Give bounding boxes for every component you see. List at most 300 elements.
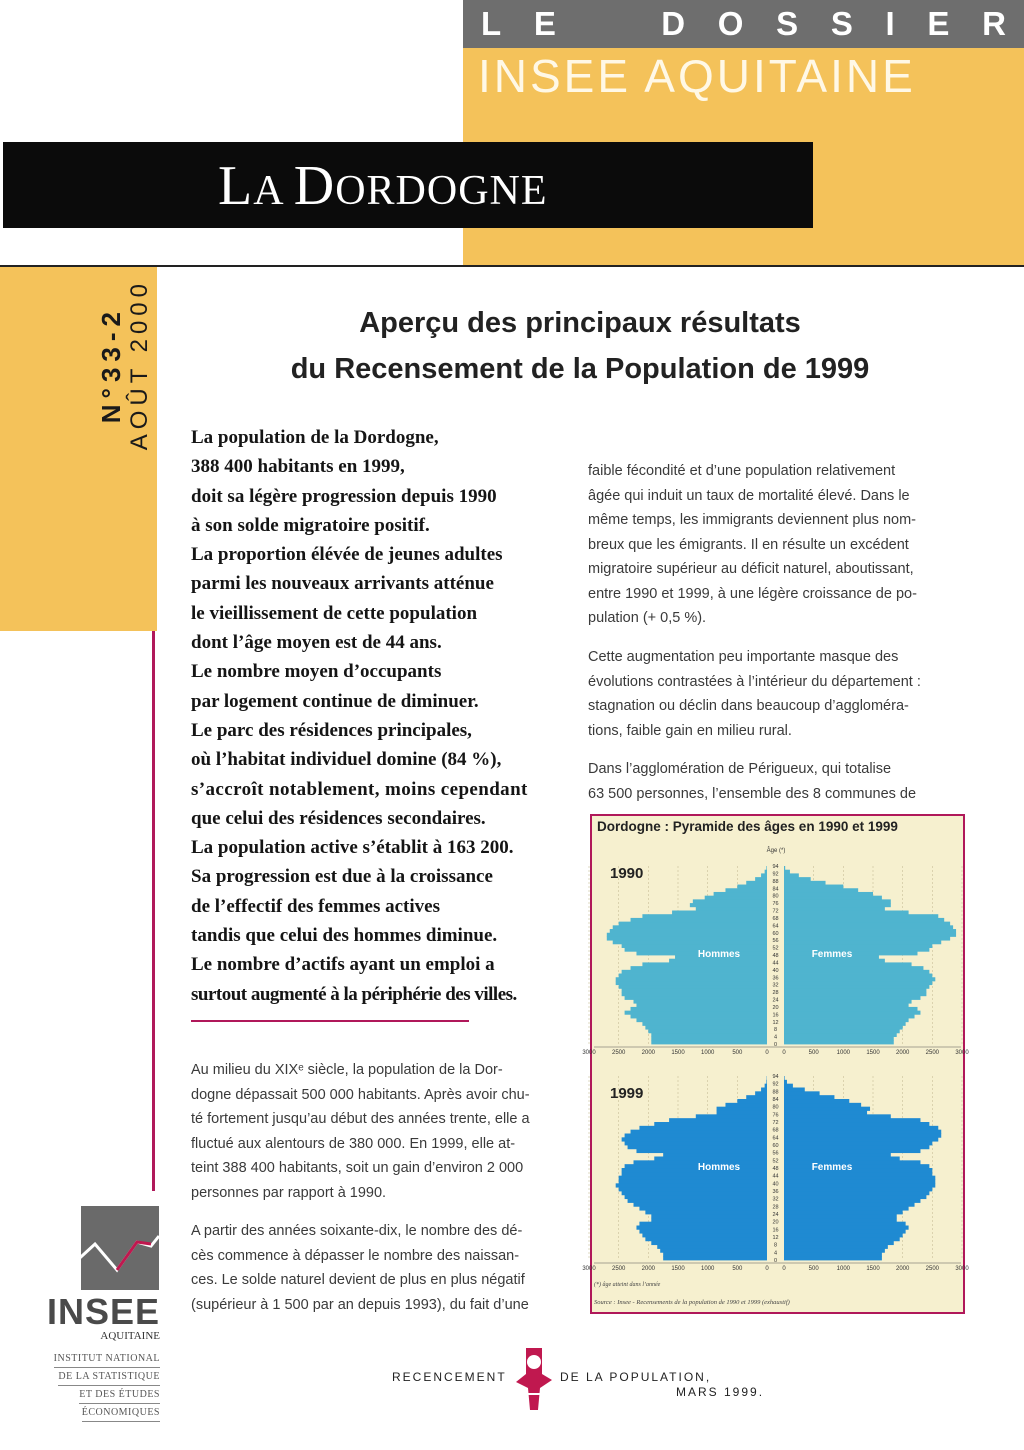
pyramid-bar-women xyxy=(784,907,885,911)
pyramid-bar-women xyxy=(784,1076,785,1080)
pyramid-bar-women xyxy=(784,981,932,985)
series-letter: E xyxy=(533,5,556,42)
pyramid-bar-men xyxy=(642,1022,767,1026)
paragraph-line: évolutions contrastées à l’intérieur du département : xyxy=(588,673,921,690)
pyramid-bar-men xyxy=(746,881,767,885)
pyramid-bar-women xyxy=(784,985,929,989)
pyramid-bar-men xyxy=(619,974,767,978)
pyramid-bar-women xyxy=(784,1183,935,1187)
pyramid-bar-women xyxy=(784,1025,903,1029)
pyramid-bar-men xyxy=(705,896,767,900)
pyramid-bar-women xyxy=(784,1226,909,1230)
pyramid-bar-men xyxy=(761,1088,767,1092)
pyramid-bar-men xyxy=(636,1018,767,1022)
paragraph-line: stagnation ou déclin dans beaucoup d’aggloméra- xyxy=(588,698,909,714)
pyramid-bar-men xyxy=(631,1014,767,1018)
pyramid-bar-men xyxy=(622,970,767,974)
x-tick-label: 0 xyxy=(782,1050,786,1056)
pyramid-bar-women xyxy=(784,966,923,970)
paragraph-contrasts xyxy=(588,645,966,743)
pyramid-bar-men xyxy=(636,1003,767,1007)
pyramid-bar-men xyxy=(639,1126,767,1130)
paragraph-line: A partir des années soixante-dix, le nombre des dé- xyxy=(191,1223,523,1239)
paragraph-line: même temps, les immigrants deviennent plus nom- xyxy=(588,512,916,528)
pyramid-bar-women xyxy=(784,970,929,974)
pyramid-bar-men xyxy=(765,870,767,874)
pyramid-bar-women xyxy=(784,929,956,933)
pyramid-bar-women xyxy=(784,974,932,978)
pyramid-bar-men xyxy=(619,1180,767,1184)
paragraph-line: fluctué aux alentours de 380 000. En 1999, elle at- xyxy=(191,1135,516,1152)
series-letter: I xyxy=(885,5,895,42)
pyramid-bar-women xyxy=(784,1111,867,1115)
pyramid-bar-women xyxy=(784,896,882,900)
x-tick-label: 2000 xyxy=(641,1266,656,1272)
pyramid-bar-men xyxy=(622,944,767,948)
series-letter: S xyxy=(776,5,799,42)
pyramid-bar-women xyxy=(784,1088,805,1092)
paragraph-line: pulation (+ 0,5 %). xyxy=(588,610,707,626)
age-tick-label: 12 xyxy=(772,1235,779,1241)
pyramid-bar-men xyxy=(737,1099,767,1103)
pyramid-bar-women xyxy=(784,1241,894,1245)
age-tick-label: 60 xyxy=(772,930,779,937)
pyramid-bar-women xyxy=(784,911,909,915)
insee-logo-mark xyxy=(81,1206,159,1290)
pyramid-bar-men xyxy=(634,1203,768,1207)
age-tick-label: 68 xyxy=(772,1127,779,1134)
pyramid-bar-women xyxy=(784,1122,929,1126)
pyramid-bar-men xyxy=(639,1229,767,1233)
pyramid-bar-men xyxy=(663,1153,767,1157)
chart-title: Dordogne : Pyramide des âges en 1990 et 1999 xyxy=(597,819,898,834)
pyramid-bar-women xyxy=(784,1003,909,1007)
summary-line: s’accroît notablement, moins cependant xyxy=(191,778,528,800)
pyramid-bar-women xyxy=(784,1007,918,1011)
pyramid-bar-women xyxy=(784,1176,935,1180)
paragraph-line: breux que les émigrants. Il en résulte un excédent xyxy=(588,536,909,553)
age-tick-label: 4 xyxy=(773,1250,778,1257)
pyramid-bar-women xyxy=(784,1210,903,1214)
pyramid-bar-women xyxy=(784,1180,935,1184)
pyramid-bar-women xyxy=(784,1153,891,1157)
x-tick-label: 0 xyxy=(782,1266,786,1272)
age-tick-label: 92 xyxy=(772,871,779,878)
pyramid-bar-women xyxy=(784,903,891,907)
chart-footnote: (*) âge atteint dans l’année xyxy=(594,1282,661,1288)
pyramid-bar-women xyxy=(784,1252,882,1256)
pyramid-bar-women xyxy=(784,1018,909,1022)
summary-line: le vieillissement de cette population xyxy=(191,602,478,624)
men-label: Hommes xyxy=(697,1162,741,1173)
summary-line: par logement continue de diminuer. xyxy=(191,690,479,712)
pyramid-bar-men xyxy=(613,925,767,929)
women-label: Femmes xyxy=(811,949,853,960)
age-tick-label: 76 xyxy=(772,1112,779,1119)
pyramid-bar-women xyxy=(784,1141,932,1145)
x-tick-label: 3000 xyxy=(955,1266,969,1272)
side-magenta-rule xyxy=(152,631,155,1191)
page-title xyxy=(218,150,548,222)
summary-line: à son solde migratoire positif. xyxy=(191,514,430,536)
age-tick-label: 8 xyxy=(773,1242,778,1249)
logo-insee-text: INSEE xyxy=(46,1291,160,1332)
pyramid-bar-men xyxy=(628,1145,767,1149)
age-tick-label: 48 xyxy=(772,953,779,959)
pyramid-bar-women xyxy=(784,1084,793,1088)
age-tick-label: 24 xyxy=(772,1212,779,1218)
pyramid-bar-women xyxy=(784,1011,920,1015)
pyramid-bar-women xyxy=(784,940,941,944)
paragraph-line: Au milieu du XIXᵉ siècle, la population de la Dor- xyxy=(191,1062,503,1078)
x-tick-label: 3000 xyxy=(582,1266,596,1272)
age-tick-label: 32 xyxy=(772,1196,779,1203)
x-tick-label: 2500 xyxy=(925,1050,940,1056)
pyramid-bar-women xyxy=(784,1172,932,1176)
pyramid-bar-women xyxy=(784,962,912,966)
paragraph-line: dogne dépassait 500 000 habitants. Après avoir chu- xyxy=(191,1086,530,1103)
x-tick-label: 500 xyxy=(732,1050,743,1056)
pyramid-bar-men xyxy=(636,1226,767,1230)
pyramid-year-label: 1999 xyxy=(610,1085,644,1102)
pyramid-bar-men xyxy=(654,1157,767,1161)
publisher-name: INSEE AQUITAINE xyxy=(478,50,916,102)
summary-line: tandis que celui des hommes diminue. xyxy=(191,925,498,947)
pyramid-bar-women xyxy=(784,1218,897,1222)
series-letter: L xyxy=(481,5,502,42)
pyramid-bar-men xyxy=(663,1256,767,1260)
pyramid-bar-women xyxy=(784,1080,787,1084)
age-tick-label: 40 xyxy=(772,1181,779,1188)
pyramid-bar-women xyxy=(784,1214,897,1218)
pyramid-bar-men xyxy=(651,1218,767,1222)
pyramid-bar-women xyxy=(784,885,843,889)
summary-line: dont l’âge moyen est de 44 ans. xyxy=(191,632,442,654)
pyramid-bar-women xyxy=(784,892,873,896)
paragraph-line: ces. Le solde naturel devient de plus en plus négatif xyxy=(191,1272,525,1288)
pyramid-bar-men xyxy=(628,1199,767,1203)
summary-line: surtout augmenté à la périphérie des villes. xyxy=(191,983,517,1005)
age-tick-label: 72 xyxy=(772,1120,779,1126)
paragraph-natural-balance xyxy=(191,1219,571,1317)
summary-line: Le nombre d’actifs ayant un emploi a xyxy=(191,954,495,976)
x-tick-label: 0 xyxy=(765,1050,769,1056)
age-tick-label: 0 xyxy=(773,1258,778,1264)
pyramid-bar-men xyxy=(622,1137,767,1141)
pyramid-bar-men xyxy=(639,1222,767,1226)
pyramid-bar-men xyxy=(607,936,767,940)
pyramid-bar-men xyxy=(631,918,767,922)
x-tick-label: 1500 xyxy=(866,1266,880,1272)
age-tick-label: 44 xyxy=(772,960,779,967)
age-tick-label: 48 xyxy=(772,1166,779,1172)
age-tick-label: 24 xyxy=(772,997,779,1004)
pyramid-bar-women xyxy=(784,1187,932,1191)
pyramid-bar-men xyxy=(616,1183,767,1187)
summary-line: Le parc des résidences principales, xyxy=(191,719,472,741)
pyramid-bar-men xyxy=(648,1029,767,1033)
pyramid-bar-women xyxy=(784,873,799,877)
footer-census-right-1: DE LA POPULATION, xyxy=(560,1370,712,1384)
series-letter: O xyxy=(717,5,744,42)
pyramid-bar-women xyxy=(784,1199,920,1203)
pyramid-bar-women xyxy=(784,1099,849,1103)
summary-line: 388 400 habitants en 1999, xyxy=(191,456,405,478)
logo-institute-line: INSTITUT NATIONAL xyxy=(54,1350,160,1368)
pyramid-bar-women xyxy=(784,996,920,1000)
pyramid-bar-men xyxy=(622,988,767,992)
age-tick-label: 92 xyxy=(772,1081,779,1088)
pyramid-bar-men xyxy=(625,1141,767,1145)
pyramid-bar-women xyxy=(784,1203,915,1207)
age-tick-label: 52 xyxy=(772,945,779,952)
pyramid-bar-women xyxy=(784,1091,820,1095)
age-tick-label: 84 xyxy=(772,1097,779,1103)
pyramid-bar-women xyxy=(784,944,932,948)
title-cap: L xyxy=(218,155,254,217)
pyramid-bar-women xyxy=(784,948,929,952)
pyramid-bar-men xyxy=(669,1118,767,1122)
pyramid-bar-women xyxy=(784,1137,938,1141)
summary-line: Sa progression est due à la croissance xyxy=(191,866,493,888)
x-tick-label: 1000 xyxy=(836,1266,851,1272)
summary-line: doit sa légère progression depuis 1990 xyxy=(191,485,497,507)
age-axis-title: Âge (*) xyxy=(766,848,786,854)
pyramid-bar-men xyxy=(645,1237,767,1241)
logo-institute-line: ET DES ÉTUDES xyxy=(79,1386,160,1404)
age-tick-label: 84 xyxy=(772,886,779,893)
age-tick-label: 28 xyxy=(772,1204,779,1211)
pyramid-bar-men xyxy=(625,948,767,952)
age-tick-label: 8 xyxy=(773,1027,778,1034)
pyramid-bar-men xyxy=(619,922,767,926)
x-tick-label: 1500 xyxy=(866,1050,880,1056)
pyramid-bar-women xyxy=(784,1233,903,1237)
pyramid-bar-women xyxy=(784,988,926,992)
pyramid-bar-men xyxy=(642,914,767,918)
pyramid-bar-women xyxy=(784,1149,920,1153)
age-tick-label: 20 xyxy=(772,1004,779,1011)
x-tick-label: 3000 xyxy=(955,1050,969,1056)
series-letter: S xyxy=(830,5,853,42)
pyramid-bar-men xyxy=(634,1000,768,1004)
paragraph-migration xyxy=(588,459,966,631)
pyramid-bar-women xyxy=(784,922,950,926)
pyramid-bar-men xyxy=(766,1080,767,1084)
age-tick-label: 44 xyxy=(772,1173,779,1180)
x-tick-label: 500 xyxy=(808,1050,819,1056)
pyramid-bar-women xyxy=(784,1033,897,1037)
pyramid-bar-men xyxy=(696,907,767,911)
issue-number: N°33-2 xyxy=(95,306,126,424)
pyramid-bar-women xyxy=(784,992,926,996)
paragraph-history xyxy=(191,1058,571,1205)
paragraph-line: té fortement jusqu’au début des années trente, elle a xyxy=(191,1111,530,1127)
x-tick-label: 2000 xyxy=(895,1050,910,1056)
pyramid-bar-men xyxy=(651,1241,767,1245)
pyramid-bar-men xyxy=(717,1107,767,1111)
pyramid-bar-men xyxy=(651,1214,767,1218)
title-cap: D xyxy=(293,155,336,217)
pyramid-bar-men xyxy=(619,985,767,989)
paragraph-line: personnes par rapport à 1990. xyxy=(191,1184,387,1201)
pyramid-bar-women xyxy=(784,1000,912,1004)
pyramid-bar-women xyxy=(784,1206,909,1210)
pyramid-bar-women xyxy=(784,933,956,937)
paragraph-line: Cette augmentation peu importante masque des xyxy=(588,649,899,665)
age-tick-label: 36 xyxy=(772,975,779,982)
x-tick-label: 500 xyxy=(808,1266,819,1272)
summary-line: où l’habitat individuel domine (84 %), xyxy=(191,749,502,771)
pyramid-bar-men xyxy=(631,1007,767,1011)
x-tick-label: 2000 xyxy=(895,1266,910,1272)
pyramid-bar-women xyxy=(784,925,953,929)
pyramid-bar-women xyxy=(784,1130,941,1134)
age-tick-label: 94 xyxy=(772,864,779,870)
pyramid-bar-men xyxy=(761,873,767,877)
pyramid-bar-men xyxy=(660,1249,767,1253)
summary-line: parmi les nouveaux arrivants atténue xyxy=(191,573,494,595)
x-tick-label: 1000 xyxy=(700,1266,715,1272)
pyramid-bar-women xyxy=(784,888,858,892)
pyramid-bar-men xyxy=(631,966,767,970)
x-tick-label: 2500 xyxy=(611,1266,626,1272)
pyramid-bar-women xyxy=(784,1029,900,1033)
title-smallcaps: ORDOGNE xyxy=(335,168,548,214)
age-tick-label: 72 xyxy=(772,908,779,915)
pyramid-bar-women xyxy=(784,1040,894,1044)
pyramid-bar-women xyxy=(784,1095,834,1099)
summary-line: La proportion élévée de jeunes adultes xyxy=(191,544,503,566)
pyramid-bar-women xyxy=(784,1022,906,1026)
pyramid-bar-men xyxy=(619,1187,767,1191)
pyramid-bar-men xyxy=(746,1095,767,1099)
age-tick-label: 12 xyxy=(772,1019,779,1026)
summary-line: de l’effectif des femmes actives xyxy=(191,895,440,917)
summary-line: que celui des résidences secondaires. xyxy=(191,807,486,829)
pyramid-bar-men xyxy=(619,1176,767,1180)
pyramid-bar-men xyxy=(645,1210,767,1214)
pyramid-bar-women xyxy=(784,1014,915,1018)
series-letter: R xyxy=(982,5,1006,42)
pyramid-bar-women xyxy=(784,918,944,922)
age-tick-label: 76 xyxy=(772,901,779,908)
pyramid-bar-men xyxy=(616,977,767,981)
x-tick-label: 2500 xyxy=(925,1266,940,1272)
x-tick-label: 2000 xyxy=(641,1050,656,1056)
pyramid-bar-men xyxy=(693,899,767,903)
age-tick-label: 16 xyxy=(772,1012,779,1019)
pyramid-bar-men xyxy=(622,1191,767,1195)
pyramid-bar-women xyxy=(784,1103,861,1107)
title-smallcaps: A xyxy=(253,168,294,214)
pyramid-bar-women xyxy=(784,881,826,885)
pyramid-bar-women xyxy=(784,1195,926,1199)
pyramid-bar-men xyxy=(737,885,767,889)
pyramid-bar-women xyxy=(784,877,811,881)
age-tick-label: 32 xyxy=(772,982,779,989)
census-logo-icon xyxy=(512,1344,556,1414)
pyramid-bar-men xyxy=(607,933,767,937)
document-heading-line1: Aperçu des principaux résultats xyxy=(359,307,801,339)
pyramid-year-label: 1990 xyxy=(610,865,644,882)
pyramid-bar-men xyxy=(725,888,767,892)
paragraph-line: faible fécondité et d’une population relativement xyxy=(588,463,896,479)
pyramid-bar-men xyxy=(714,892,767,896)
pyramid-bar-men xyxy=(663,1252,767,1256)
age-tick-label: 88 xyxy=(772,1089,779,1096)
pyramid-bar-men xyxy=(625,1195,767,1199)
pyramid-bar-women xyxy=(784,870,790,874)
x-tick-label: 3000 xyxy=(582,1050,596,1056)
pyramid-bar-men xyxy=(651,1040,767,1044)
logo-institute xyxy=(38,1350,160,1422)
pyramid-bar-men xyxy=(725,1103,767,1107)
pyramid-bar-men xyxy=(645,1025,767,1029)
pyramid-bar-women xyxy=(784,1145,929,1149)
summary-block xyxy=(191,423,573,1009)
pyramid-bar-women xyxy=(784,1134,941,1138)
paragraph-line: (supérieur à 1 500 par an depuis 1993), du fait d’une xyxy=(191,1296,529,1313)
age-tick-label: 88 xyxy=(772,878,779,885)
paragraph-line: Dans l’agglomération de Périgueux, qui totalise xyxy=(588,761,892,777)
age-tick-label: 94 xyxy=(772,1074,779,1080)
pyramid-bar-women xyxy=(784,866,785,870)
pyramid-bar-women xyxy=(784,1222,906,1226)
logo-institute-line: ÉCONOMIQUES xyxy=(82,1404,160,1422)
pyramid-bar-men xyxy=(625,1134,767,1138)
pyramid-bar-women xyxy=(784,1237,900,1241)
paragraph-line: migratoire supérieur au déficit naturel, aboutissant, xyxy=(588,561,914,577)
paragraph-line: cès commence à dépasser le nombre des naissan- xyxy=(191,1247,520,1264)
age-tick-label: 64 xyxy=(772,1135,779,1142)
age-tick-label: 60 xyxy=(772,1143,779,1149)
summary-line: Le nombre moyen d’occupants xyxy=(191,661,442,683)
pyramid-bar-men xyxy=(765,1084,767,1088)
age-pyramid-chart xyxy=(582,814,969,1314)
paragraph-perigueux xyxy=(588,757,966,806)
pyramid-bar-women xyxy=(784,1191,929,1195)
footer-census-right-2: MARS 1999. xyxy=(676,1385,765,1399)
paragraph-line: teint 388 400 habitants, soit un gain d’environ 2 000 xyxy=(191,1160,524,1176)
age-tick-label: 80 xyxy=(772,893,779,900)
series-title xyxy=(463,0,1024,48)
pyramid-bar-women xyxy=(784,1245,888,1249)
paragraph-line: âgée qui induit un taux de mortalité élevé. Dans le xyxy=(588,487,910,504)
pyramid-bar-men xyxy=(613,940,767,944)
pyramid-bar-men xyxy=(717,1111,767,1115)
age-tick-label: 56 xyxy=(772,938,779,945)
pyramid-bar-women xyxy=(784,1256,882,1260)
document-heading-line2: du Recensement de la Population de 1999 xyxy=(290,353,870,385)
pyramid-bar-men xyxy=(639,1206,767,1210)
series-letter: E xyxy=(927,5,950,42)
pyramid-bar-men xyxy=(696,1114,767,1118)
pyramid-bar-women xyxy=(784,899,891,903)
age-tick-label: 68 xyxy=(772,915,779,922)
pyramid-bar-men xyxy=(622,1172,767,1176)
chart-source: Source : Insee - Recensements de la population de 1990 et 1999 (exhaustif) xyxy=(594,1299,790,1306)
x-tick-label: 1000 xyxy=(700,1050,715,1056)
pyramid-bar-women xyxy=(784,1157,900,1161)
pyramid-bar-women xyxy=(784,1037,894,1041)
age-tick-label: 40 xyxy=(772,967,779,974)
age-tick-label: 52 xyxy=(772,1158,779,1165)
age-tick-label: 80 xyxy=(772,1104,779,1111)
men-label: Hommes xyxy=(697,949,741,960)
pyramid-bar-men xyxy=(625,1164,767,1168)
pyramid-bar-men xyxy=(636,1149,767,1153)
